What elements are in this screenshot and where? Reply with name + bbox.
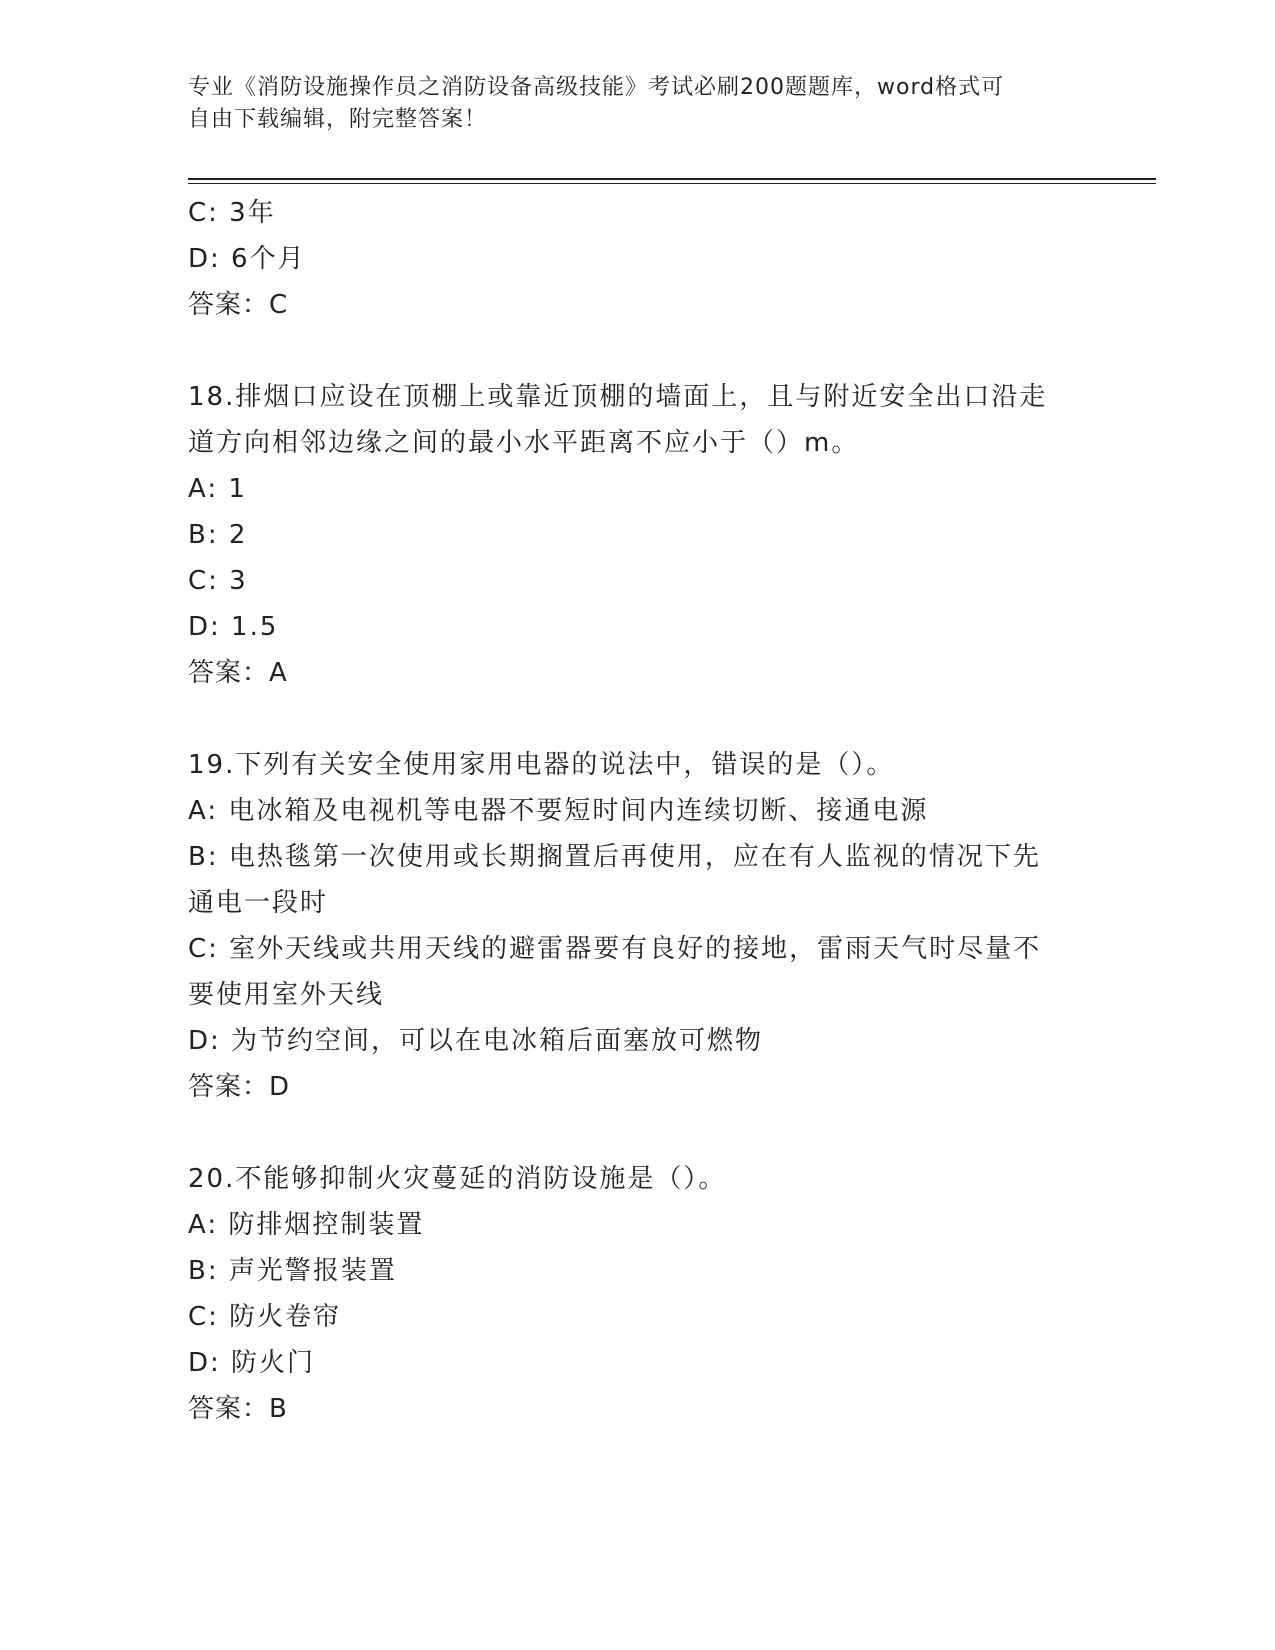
- answer: 答案：C: [188, 290, 289, 320]
- question-stem-line-2: 道方向相邻边缘之间的最小水平距离不应小于（）m。: [188, 428, 860, 458]
- header-title-line-2: 自由下载编辑，附完整答案！: [188, 107, 488, 132]
- option-d: D: 1.5: [188, 612, 279, 642]
- answer: 答案：B: [188, 1394, 288, 1424]
- option-b-line-2: 通电一段时: [188, 888, 329, 918]
- spacer: [188, 328, 1088, 374]
- answer: 答案：D: [188, 1072, 291, 1102]
- answer: 答案：A: [188, 658, 288, 688]
- option-d: D: 6个月: [188, 244, 306, 274]
- question-stem: 20.不能够抑制火灾蔓延的消防设施是（）。: [188, 1164, 727, 1194]
- header-title-line-1: 专业《消防设施操作员之消防设备高级技能》考试必刷200题题库，word格式可: [188, 75, 1005, 100]
- document-header: [188, 72, 1078, 136]
- spacer: [188, 1110, 1088, 1156]
- spacer: [188, 696, 1088, 742]
- option-c-line-2: 要使用室外天线: [188, 980, 385, 1010]
- option-a: A: 防排烟控制装置: [188, 1210, 425, 1240]
- option-b: B: 声光警报装置: [188, 1256, 397, 1286]
- option-a: A: 1: [188, 474, 247, 504]
- option-c: C: 3: [188, 566, 248, 596]
- option-d: D: 防火门: [188, 1348, 316, 1378]
- option-a: A: 电冰箱及电视机等电器不要短时间内连续切断、接通电源: [188, 796, 929, 826]
- header-divider-thick: [188, 178, 1156, 180]
- question-stem: 19.下列有关安全使用家用电器的说法中，错误的是（）。: [188, 750, 895, 780]
- header-divider-thin: [188, 183, 1156, 184]
- question-20: [188, 1156, 1088, 1432]
- document-body: [188, 190, 1088, 1432]
- question-19: [188, 742, 1088, 1110]
- option-c: C: 防火卷帘: [188, 1302, 342, 1332]
- option-b: B: 2: [188, 520, 248, 550]
- option-d: D: 为节约空间，可以在电冰箱后面塞放可燃物: [188, 1026, 764, 1056]
- question-18: [188, 374, 1088, 696]
- question-17-tail: [188, 190, 1088, 328]
- question-stem-line-1: 18.排烟口应设在顶棚上或靠近顶棚的墙面上，且与附近安全出口沿走: [188, 382, 1048, 412]
- option-c: C: 3年: [188, 198, 276, 228]
- option-c-line-1: C: 室外天线或共用天线的避雷器要有良好的接地，雷雨天气时尽量不: [188, 934, 1042, 964]
- option-b-line-1: B: 电热毯第一次使用或长期搁置后再使用，应在有人监视的情况下先: [188, 842, 1041, 872]
